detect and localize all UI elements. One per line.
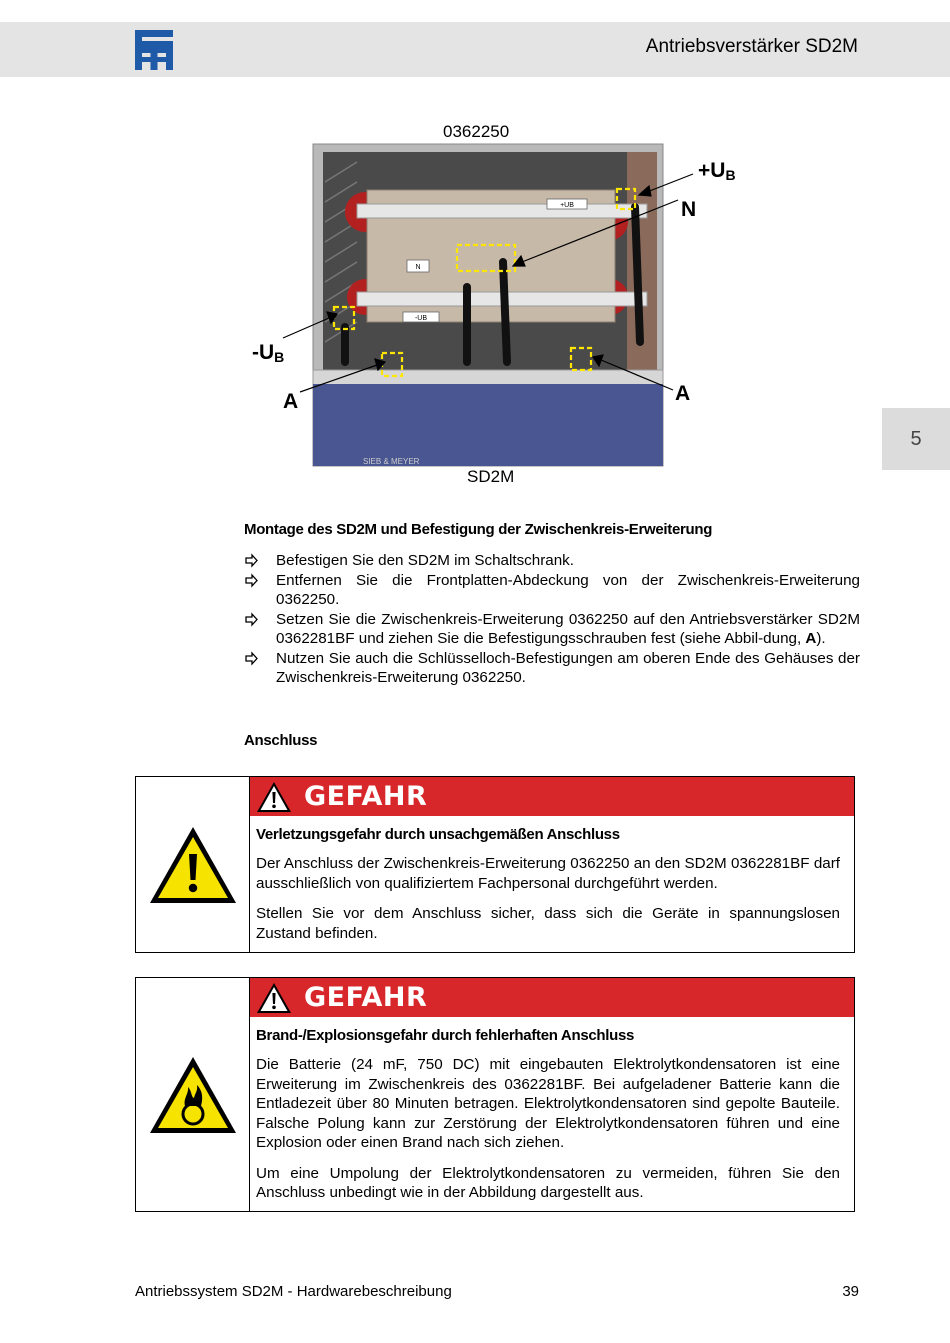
tag-n: N (415, 264, 421, 271)
arrow-bullet-icon (244, 571, 260, 590)
sieb-meyer-logo-icon (135, 30, 173, 70)
list-item: Setzen Sie die Zwischenkreis-Erweiterung 0362250 auf den Antriebsverstärker SD2M 0362281BF und ziehen Sie die Befestigungsschrauben fest (siehe Abbil-dung, A). (244, 610, 860, 649)
header-title: Antriebsverstärker SD2M (645, 36, 858, 57)
marker-a-right: A (675, 382, 691, 405)
list-item: Entfernen Sie die Frontplatten-Abdeckung von der Zwischenkreis-Erweiterung 0362250. (244, 571, 860, 610)
device-photo-figure (245, 112, 745, 490)
hazard-paragraph: Der Anschluss der Zwischenkreis-Erweiterung 0362250 an den SD2M 0362281BF darf ausschließlich von qualifiziertem Fachpersonal durchgeführt werden. (256, 855, 840, 892)
arrow-bullet-icon (244, 610, 260, 629)
figure-bottom-label: SD2M (467, 467, 515, 486)
arrow-bullet-icon (244, 649, 260, 668)
tag-minus-ub: -UB (414, 315, 428, 322)
marker-a-left: A (283, 390, 299, 413)
list-item: Nutzen Sie auch die Schlüsselloch-Befestigungen am oberen Ende des Gehäuses der Zwischenkreis-Erweiterung 0362250. (244, 649, 860, 688)
marker-minus-ub: $-U_B$ (252, 341, 285, 365)
warning-triangle-icon (256, 781, 292, 813)
list-item: Befestigen Sie den SD2M im Schaltschrank. (244, 551, 860, 571)
figure-top-label: 0362250 (443, 122, 510, 141)
anschluss-heading: Anschluss (244, 732, 318, 749)
danger-signal-bar (250, 777, 854, 816)
hazard-icon-cell (136, 978, 250, 1211)
page-number: 39 (842, 1283, 859, 1300)
hazard-paragraph: Um eine Umpolung der Elektrolytkondensatoren zu vermeiden, führen Sie den Anschluss unbedingt wie in der Abbildung dargestellt aus. (256, 1164, 840, 1201)
hazard-box-fire (135, 977, 855, 1212)
montage-steps-list (244, 551, 860, 688)
tag-plus-ub: +UB (560, 202, 574, 209)
hazard-box-injury (135, 776, 855, 953)
montage-heading: Montage des SD2M und Befestigung der Zwischenkreis-Erweiterung (244, 521, 713, 538)
signal-word: GEFAHR (304, 781, 428, 812)
marker-plus-ub: $+U_B$ (698, 159, 736, 183)
brand-text: SIEB & MEYER (363, 457, 420, 466)
hazard-title: Verletzungsgefahr durch unsachgemäßen Anschluss (256, 826, 620, 843)
marker-n: N (681, 198, 697, 221)
hazard-title: Brand-/Explosionsgefahr durch fehlerhaften Anschluss (256, 1027, 635, 1044)
danger-signal-bar (250, 978, 854, 1017)
chapter-tab: 5 (882, 408, 950, 470)
hazard-paragraph: Stellen Sie vor dem Anschluss sicher, dass sich die Geräte in spannungslosen Zustand befinden. (256, 905, 840, 942)
general-warning-icon (147, 824, 239, 906)
oxidizing-fire-warning-icon (147, 1054, 239, 1136)
hazard-paragraph: Die Batterie (24 mF, 750 DC) mit eingebauten Elektrolytkondensatoren ist eine Erweiterung im Zwischenkreis des 0362281BF. Bei aufgeladener Batterie kann die Entladezeit über 80 Minuten betragen. Elektrolytkondensatoren sind gepolte Bauteile. Falsche Polung kann zur Zerstörung der Elektrolytkondensatoren führen und eine Explosion oder einen Brand nach sich ziehen. (256, 1056, 840, 1151)
hazard-icon-cell (136, 777, 250, 952)
arrow-bullet-icon (244, 551, 260, 570)
device-photo-illustration (245, 112, 745, 490)
warning-triangle-icon (256, 982, 292, 1014)
footer-document-title: Antriebssystem SD2M - Hardwarebeschreibung (135, 1283, 452, 1300)
signal-word: GEFAHR (304, 982, 428, 1013)
